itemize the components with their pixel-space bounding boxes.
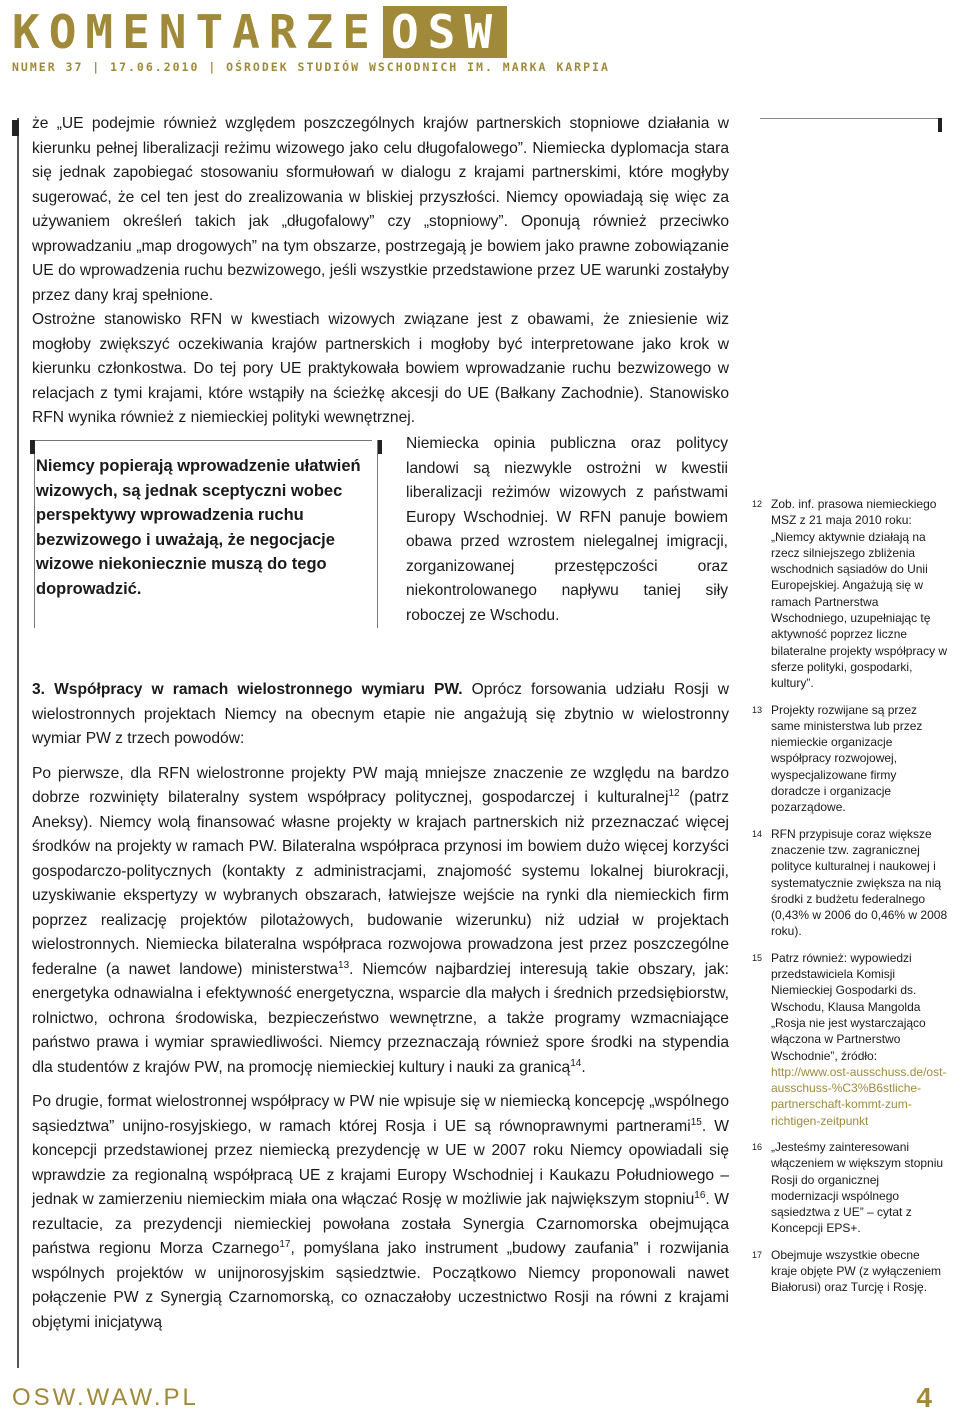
pullquote-left-rule (34, 440, 35, 628)
left-margin-tick (12, 120, 19, 136)
paragraph-visa-2: Ostrożne stanowisko RFN w kwestiach wizowych związane jest z obawami, że zniesienie wiz mogłoby zwiększyć oczekiwania krajów partnerskich i mogłoby być interpretowane jako krok w kierunku członkostwa. Do tej pory UE praktykowała bowiem wprowadzanie ruchu bezwizowego w relacjach z tymi krajami, które wstąpiły na ścieżkę akcesji do UE (Bałkany Zachodnie). Stanowisko RFN wynika również z niemieckiej polityki wewnętrznej. (32, 311, 729, 426)
footnote-column-tick (938, 118, 942, 132)
second-reason-part-b: . W koncepcji przedstawionej przez niemiecką prezydencję w UE w 2007 roku Niemcy opowiadali się wprawdzie za regionalną współpracą UE z krajami Europy Wschodniej i Kaukazu Południowego – jednak w zamierzeniu niemieckim miała ona włączać Rosję w możliwie jak największym stopniu (32, 1117, 729, 1208)
logo (12, 6, 610, 58)
footnote-number: 16 (752, 1141, 763, 1152)
footnote-number: 14 (752, 828, 763, 839)
footnote-14 (752, 826, 948, 940)
section3-paragraph (32, 678, 729, 752)
section3-heading: 3. Współpracy w ramach wielostronnego wymiaru PW. (32, 681, 463, 698)
footnote-link[interactable]: http://www.ost-ausschuss.de/ost-ausschuss-%C3%B6stliche-partnerschaft-kommt-zum-richtigen-zeitpunkt (771, 1064, 947, 1128)
second-reason-part-c: . W rezultacie, za prezydencji niemieckiej powołana została Synergia Czarnomorska obejmująca państwa regionu Morza Czarnego (32, 1191, 730, 1257)
footnote-text: Obejmuje wszystkie obecne kraje objęte PW (z wyłączeniem Białorusi) oraz Turcję i Rosję. (771, 1247, 942, 1295)
paragraph-first-reason (32, 762, 729, 1081)
pullquote-right-rule (377, 440, 378, 628)
footnote-number: 12 (752, 499, 763, 509)
footnote-17 (752, 1247, 948, 1296)
footer-url[interactable]: OSW.WAW.PL (12, 1384, 199, 1411)
footnote-ref-12[interactable]: 12 (668, 787, 680, 799)
footnote-12 (752, 496, 948, 692)
footnote-text: Projekty rozwijane są przez same ministerstwa lub przez niemieckie organizacje współpracy rozwojowej, wyspecjalizowane firmy doradcze i organizacje pozarządowe. (771, 702, 923, 815)
footnote-text: RFN przypisuje coraz większe znaczenie tzw. zagranicznej polityce kulturalnej i naukowej i systematycznie zwiększa na nią środki z budżetu federalnego (0,43% w 2006 do 0,46% w 2008 roku). (771, 826, 948, 939)
second-reason-part-d: , pomyślana jako instrument „budowy zaufania” i rozwijania wspólnych projektów w unijnorosyjskim sąsiedztwie. Początkowo Niemcy proponowali nawet połączenie PW z Synergią Czarnomorską, co oznaczałoby uczestnictwo Rosji na równi z krajami objętymi inicjatywą (32, 1240, 729, 1331)
left-margin-rule (17, 118, 19, 1368)
pullquote-box (20, 440, 378, 628)
side-paragraph: Niemiecka opinia publiczna oraz politycy landowi są niezwykle ostrożni w kwestii liberalizacji reżimów wizowych z państwami Europy Wschodniej. W RFN panuje bowiem obawa przed wzrostem nielegalnej imigracji, zorganizowanej przestępczości oraz niekontrolowanego napływu taniej siły roboczej ze Wschodu. (406, 435, 728, 624)
footnote-ref-15[interactable]: 15 (690, 1116, 702, 1128)
body-section3 (32, 678, 729, 1335)
footnote-16 (752, 1139, 948, 1237)
first-reason-part-d: . (581, 1058, 586, 1076)
paragraph-visa-1: że „UE podejmie również względem poszczególnych krajów partnerskich stopniowe działania w kierunku pełnej liberalizacji reżimu wizowego jako celu długofalowego”. Niemiecka dyplomacja stara się jednak zapobiegać stosowaniu sformułowań w dialogu z krajami partnerskimi, które mogłyby sugerować, że cel ten jest do zrealizowania w bliskiej przyszłości. Niemcy opowiadają się więc za używaniem określeń takich jak „długofalowy” czy „stopniowy”. Oponują również przeciwko wprowadzaniu „map drogowych” na tym obszarze, postrzegają je bowiem jako prawne zobowiązanie UE do wprowadzenia ruchu bezwizowego, jeśli wszystkie przedstawione przez UE warunki zostałyby przez dany kraj spełnione. (32, 115, 729, 304)
footnote-text: Patrz również: wypowiedzi przedstawiciela Komisji Niemieckiej Gospodarki ds. Wschodu, Klausa Mangolda „Rosja nie jest wystarczająco włączona w Partnerstwo Wschodnie”, źródło: (771, 950, 926, 1063)
masthead (12, 6, 610, 74)
footnote-number: 17 (752, 1249, 763, 1260)
first-reason-part-b: (patrz Aneksy). Niemcy wolą finansować własne projekty w krajach partnerskich niż przeznaczać więcej środków na projekty w ramach PW. Bilateralna współpraca przynosi im bowiem dużo więcej korzyści gospodarczo-politycznych (kontakty z administracjami, znajomość systemu lokalnej biurokracji, uzyskiwanie ekspertyzy w wybranych obszarach, łatwiejsze wejście na rynki dla niemieckich firm poprzez realizację projektów pilotażowych, budowanie wizerunku) niż udział w projektach wielostronnych. Niemiecka bilateralna współpraca rozwojowa prowadzona jest przez poszczególne federalne (a nawet landowe) ministerstwa (32, 789, 729, 978)
footnote-number: 15 (752, 952, 763, 963)
section3-text: Oprócz forsowania udziału Rosji w wielostronnych projektach Niemcy na obecnym etapie nie angażują się zbytnio w wielostronny wymiar PW z trzech powodów: (32, 681, 729, 747)
issue-subline: NUMER 37 | 17.06.2010 | OŚRODEK STUDIÓW WSCHODNICH IM. MARKA KARPIA (12, 60, 610, 74)
logo-word: KOMENTARZE (12, 5, 379, 59)
footnote-number: 13 (752, 704, 763, 715)
pullquote-left-tick (30, 440, 35, 454)
footnote-text: Zob. inf. prasowa niemieckiego MSZ z 21 maja 2010 roku: „Niemcy aktywnie działają na rzecz silniejszego zbliżenia wschodnich sąsiadów do Unii Europejskiej. Angażują się w ramach Partnerstwa Wschodniego, uzupełniając tę aktywność poprzez liczne bilateralne projekty współpracy w sferze polityki, gospodarki, kultury”. (771, 497, 948, 691)
pullquote-right-tick (378, 440, 382, 454)
footnotes (752, 496, 948, 1306)
body-top (32, 112, 729, 431)
first-reason-part-c: . Niemców najbardziej interesują takie obszary, jak: energetyka odnawialna i efektywność energetyczna, wsparcie dla małych i średnich przedsiębiorstw, rolnictwo, ochrona środowiska, bezpieczeństwo wewnętrzne, a także programy wzmacniające państwo prawa i wymiar sprawiedliwości. Niemcy przeznaczają również spore środki na stypendia dla studentów z krajów PW, na promocję niemieckiej kultury i nauki za granicą (32, 960, 729, 1076)
first-reason-part-a: Po pierwsze, dla RFN wielostronne projekty PW mają mniejsze znaczenie ze względu na bardzo dobrze rozwinięty bilateralny system współpracy politycznej, gospodarczej i kulturalnej (32, 764, 729, 806)
logo-badge: OSW (383, 6, 507, 58)
footnote-ref-16[interactable]: 16 (694, 1189, 706, 1201)
footnote-15 (752, 950, 948, 1129)
footnote-column-rule (760, 118, 938, 119)
footnote-ref-17[interactable]: 17 (279, 1238, 291, 1250)
footnote-ref-13[interactable]: 13 (338, 959, 350, 971)
footnote-ref-14[interactable]: 14 (570, 1057, 582, 1069)
page-number: 4 (916, 1382, 932, 1413)
second-reason-part-a: Po drugie, format wielostronnej współpracy w PW nie wpisuje się w niemiecką koncepcję „wspólnego sąsiedztwa” unijno-rosyjskiego, w ramach której Rosja i UE są równoprawnymi partnerami (32, 1093, 729, 1135)
footnote-text: „Jesteśmy zainteresowani włączeniem w większym stopniu Rosji do organicznej modernizacji wspólnego sąsiedztwa z UE” – cytat z Koncepcji EPS+. (771, 1139, 944, 1236)
footnote-13 (752, 702, 948, 816)
pullquote-text: Niemcy popierają wprowadzenie ułatwień wizowych, są jednak sceptyczni wobec perspektywy wprowadzenia ruchu bezwizowego i uważają, że negocjacje wizowe niekoniecznie muszą do tego doprowadzić. (36, 457, 361, 598)
pullquote-top-rule (34, 440, 372, 441)
paragraph-second-reason (32, 1090, 729, 1335)
